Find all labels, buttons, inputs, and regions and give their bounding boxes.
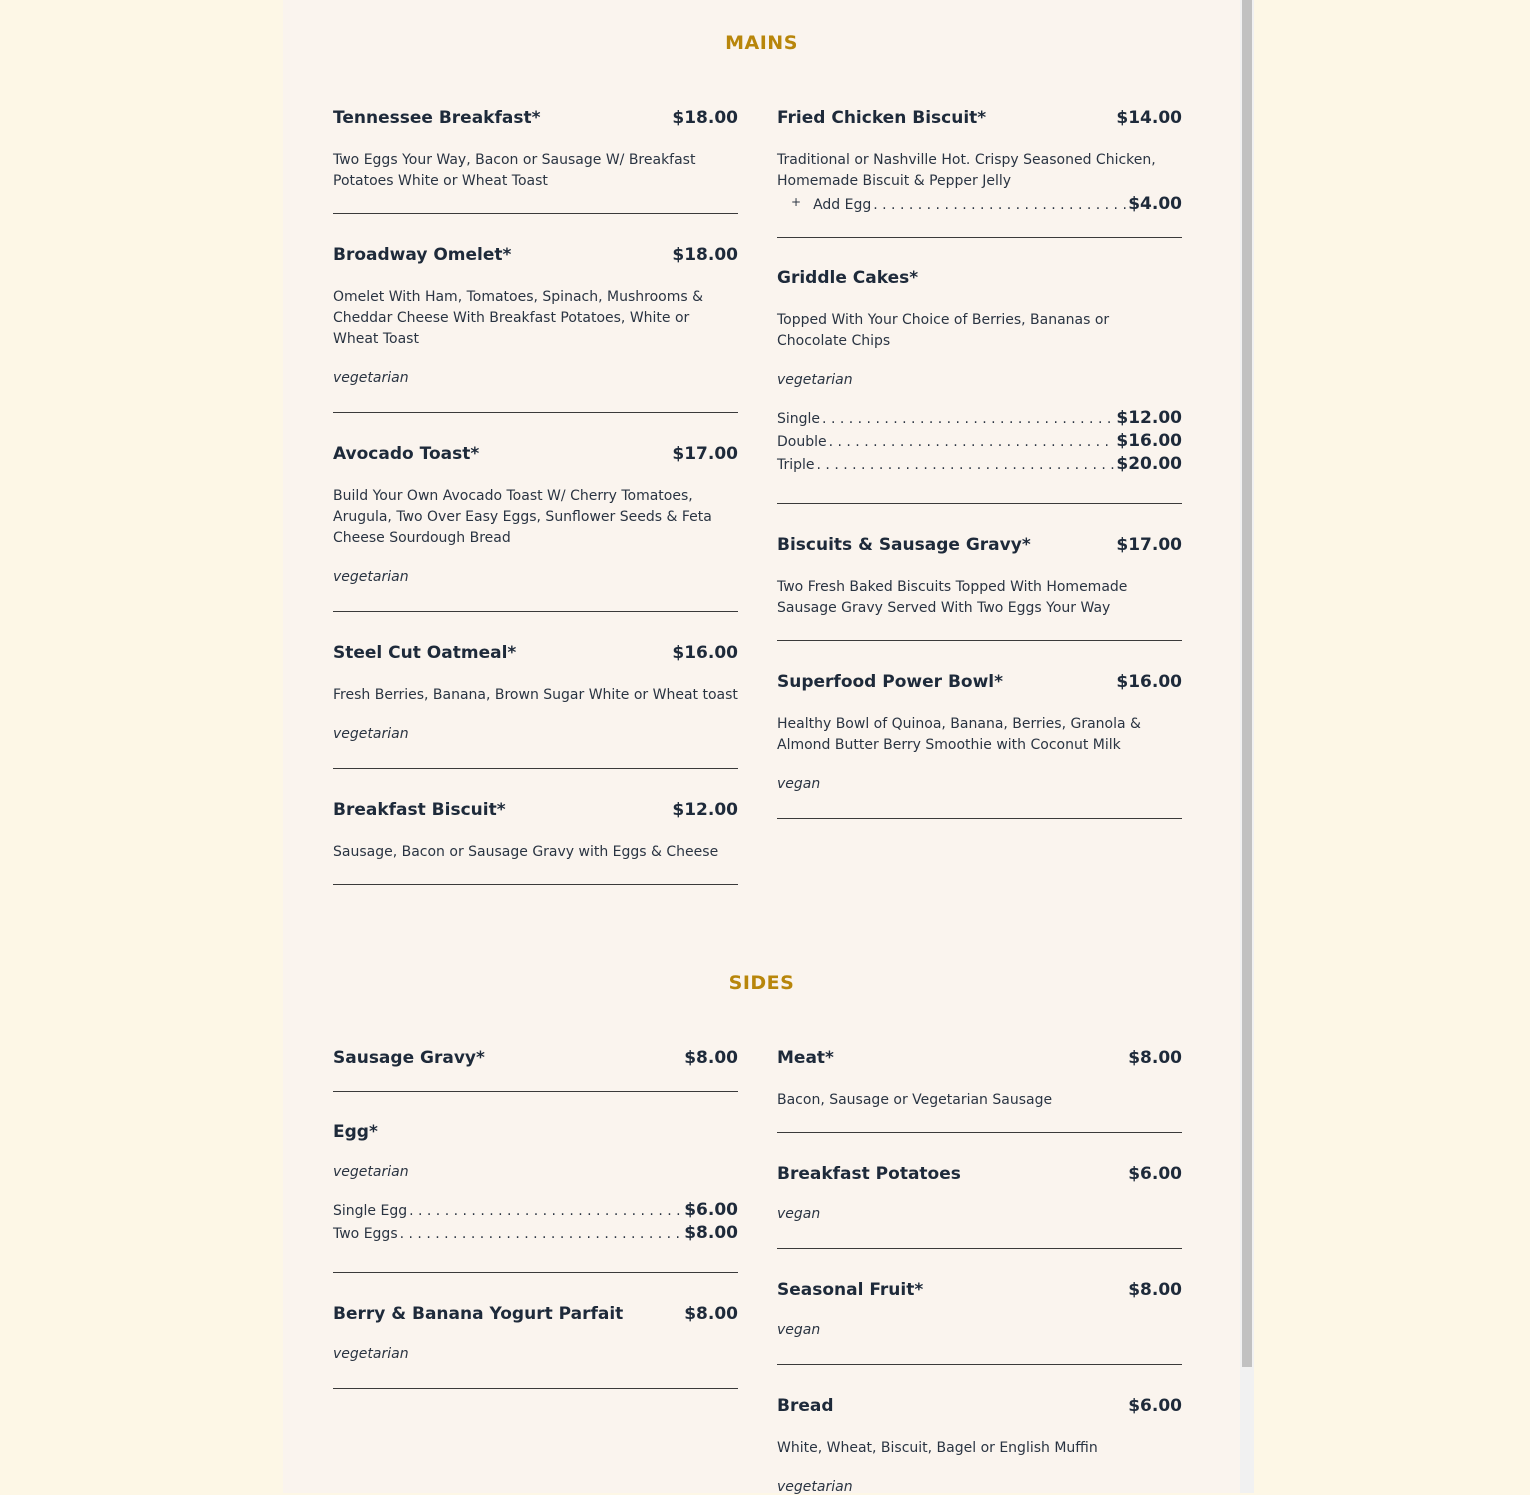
- menu-item-steel-cut-oatmeal: [333, 643, 738, 742]
- item-name: Berry & Banana Yogurt Parfait: [333, 1304, 624, 1324]
- menu-item-biscuits-sausage-gravy: [777, 535, 1182, 619]
- dot-leader: [400, 1226, 683, 1242]
- diet-tag: vegan: [777, 776, 821, 792]
- option-price: $6.00: [684, 1200, 738, 1220]
- option-label: Triple: [777, 457, 815, 473]
- item-price: $16.00: [672, 643, 738, 663]
- dot-leader: [822, 411, 1114, 427]
- dot-leader: [817, 457, 1115, 473]
- item-name: Superfood Power Bowl*: [777, 672, 1004, 692]
- item-name: Breakfast Biscuit*: [333, 800, 506, 820]
- item-name: Griddle Cakes*: [777, 268, 919, 288]
- item-price: $6.00: [1128, 1164, 1182, 1184]
- item-description: Two Eggs Your Way, Bacon or Sausage W/ Breakfast Potatoes White or Wheat Toast: [333, 152, 696, 189]
- menu-item-breakfast-potatoes: [777, 1164, 1182, 1222]
- item-description: Healthy Bowl of Quinoa, Banana, Berries, Granola & Almond Butter Berry Smoothie with Coconut Milk: [777, 716, 1141, 753]
- divider: [777, 1248, 1182, 1249]
- option-row: [777, 408, 1182, 431]
- addon-row: [777, 194, 1182, 217]
- item-description: Bacon, Sausage or Vegetarian Sausage: [777, 1092, 1053, 1108]
- menu-item-broadway-omelet: [333, 245, 738, 386]
- option-price: $12.00: [1116, 408, 1182, 428]
- item-description: Sausage, Bacon or Sausage Gravy with Eggs & Cheese: [333, 844, 719, 860]
- divider: [333, 768, 738, 769]
- item-description: White, Wheat, Biscuit, Bagel or English Muffin: [777, 1440, 1098, 1456]
- diet-tag: vegetarian: [777, 1479, 853, 1495]
- size-options: [777, 408, 1182, 477]
- option-price: $16.00: [1116, 431, 1182, 451]
- diet-tag: vegan: [777, 1206, 821, 1222]
- section-title-sides: SIDES: [728, 972, 795, 994]
- item-description: Topped With Your Choice of Berries, Bananas or Chocolate Chips: [777, 312, 1110, 349]
- dot-leader: [873, 197, 1126, 213]
- item-name: Egg*: [333, 1122, 378, 1142]
- menu-item-superfood-power-bowl: [777, 672, 1182, 792]
- item-price: $14.00: [1116, 108, 1182, 128]
- menu-item-breakfast-biscuit: [333, 800, 738, 863]
- option-row: [333, 1223, 738, 1246]
- option-row: [777, 431, 1182, 454]
- item-price: $6.00: [1128, 1396, 1182, 1416]
- divider: [777, 237, 1182, 238]
- diet-tag: vegetarian: [333, 1164, 409, 1180]
- option-label: Double: [777, 434, 827, 450]
- dot-leader: [409, 1203, 682, 1219]
- item-price: $18.00: [672, 245, 738, 265]
- item-name: Biscuits & Sausage Gravy*: [777, 535, 1031, 555]
- menu-item-griddle-cakes: [777, 268, 1182, 477]
- diet-tag: vegetarian: [777, 372, 853, 388]
- option-row: [333, 1200, 738, 1223]
- option-price: $8.00: [684, 1223, 738, 1243]
- divider: [333, 1091, 738, 1092]
- menu-item-egg: [333, 1122, 738, 1246]
- divider: [777, 1132, 1182, 1133]
- item-name: Meat*: [777, 1048, 834, 1068]
- quantity-options: [333, 1200, 738, 1246]
- item-price: $18.00: [672, 108, 738, 128]
- divider: [333, 884, 738, 885]
- diet-tag: vegetarian: [333, 370, 409, 386]
- divider: [333, 412, 738, 413]
- item-price: $12.00: [672, 800, 738, 820]
- menu-item-tennessee-breakfast: [333, 108, 738, 192]
- item-price: $8.00: [684, 1048, 738, 1068]
- divider: [777, 503, 1182, 504]
- divider: [777, 818, 1182, 819]
- divider: [333, 1388, 738, 1389]
- item-price: $17.00: [672, 444, 738, 464]
- item-price: $8.00: [684, 1304, 738, 1324]
- item-name: Fried Chicken Biscuit*: [777, 108, 987, 128]
- item-name: Broadway Omelet*: [333, 245, 512, 265]
- item-price: $8.00: [1128, 1048, 1182, 1068]
- item-description: Fresh Berries, Banana, Brown Sugar White or Wheat toast: [333, 687, 738, 703]
- addon-price: $4.00: [1128, 194, 1182, 214]
- item-name: Tennessee Breakfast*: [333, 108, 541, 128]
- option-row: [777, 454, 1182, 477]
- item-price: $17.00: [1116, 535, 1182, 555]
- item-description: Omelet With Ham, Tomatoes, Spinach, Mushrooms & Cheddar Cheese With Breakfast Potatoes, White or Wheat Toast: [333, 289, 703, 347]
- diet-tag: vegetarian: [333, 569, 409, 585]
- item-name: Seasonal Fruit*: [777, 1280, 924, 1300]
- divider: [333, 1272, 738, 1273]
- addon-label: Add Egg: [813, 197, 872, 213]
- section-title-mains: MAINS: [725, 32, 798, 54]
- dot-leader: [829, 434, 1115, 450]
- item-name: Steel Cut Oatmeal*: [333, 643, 517, 663]
- item-name: Avocado Toast*: [333, 444, 480, 464]
- menu-item-avocado-toast: [333, 444, 738, 585]
- divider: [777, 1364, 1182, 1365]
- option-label: Two Eggs: [333, 1226, 398, 1242]
- divider: [333, 611, 738, 612]
- menu-item-bread: [777, 1396, 1182, 1495]
- option-price: $20.00: [1116, 454, 1182, 474]
- item-name: Bread: [777, 1396, 834, 1416]
- menu-item-fried-chicken-biscuit: [777, 108, 1182, 217]
- item-name: Breakfast Potatoes: [777, 1164, 961, 1184]
- divider: [333, 213, 738, 214]
- item-price: $16.00: [1116, 672, 1182, 692]
- item-name: Sausage Gravy*: [333, 1048, 485, 1068]
- option-label: Single Egg: [333, 1203, 408, 1219]
- plus-icon: +: [791, 195, 802, 209]
- scrollbar[interactable]: [1240, 0, 1254, 1493]
- menu-item-seasonal-fruit: [777, 1280, 1182, 1338]
- item-price: $8.00: [1128, 1280, 1182, 1300]
- option-label: Single: [777, 411, 821, 427]
- item-description: Two Fresh Baked Biscuits Topped With Homemade Sausage Gravy Served With Two Eggs Your Way: [777, 579, 1128, 616]
- menu-item-yogurt-parfait: [333, 1304, 738, 1362]
- scrollbar-thumb[interactable]: [1242, 0, 1252, 1367]
- diet-tag: vegan: [777, 1322, 821, 1338]
- divider: [777, 640, 1182, 641]
- item-description: Build Your Own Avocado Toast W/ Cherry Tomatoes, Arugula, Two Over Easy Eggs, Sunflower Seeds & Feta Cheese Sourdough Bread: [333, 488, 712, 546]
- item-description: Traditional or Nashville Hot. Crispy Seasoned Chicken, Homemade Biscuit & Pepper Jelly: [777, 152, 1156, 189]
- menu-item-meat: [777, 1048, 1182, 1111]
- menu-item-sausage-gravy: [333, 1048, 738, 1072]
- diet-tag: vegetarian: [333, 1346, 409, 1362]
- diet-tag: vegetarian: [333, 726, 409, 742]
